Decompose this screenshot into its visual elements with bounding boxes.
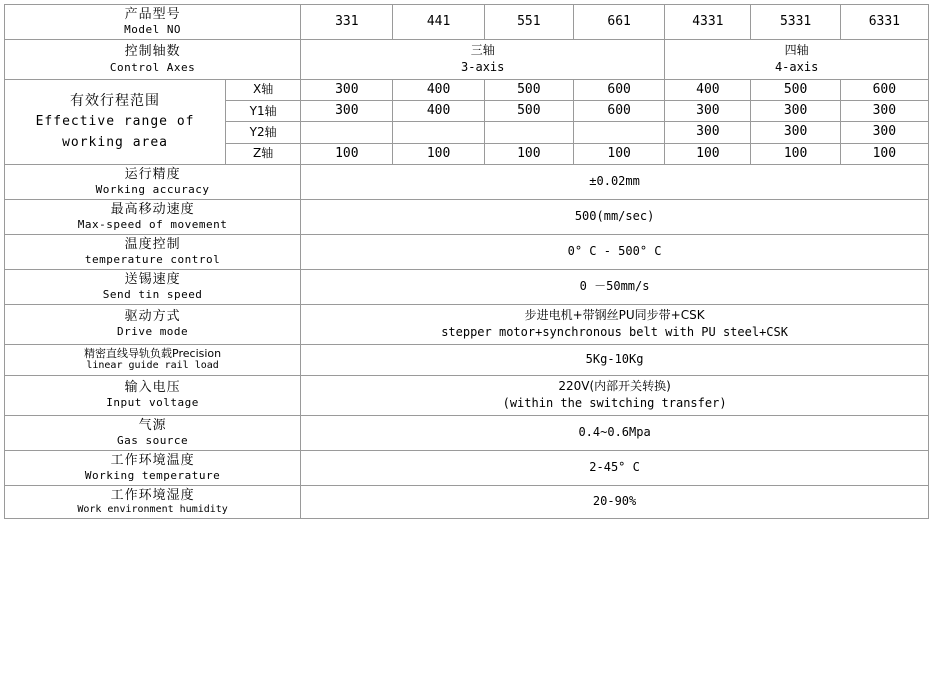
axis-label-y2: Y2轴: [226, 122, 301, 143]
row-label-send-tin-speed-cn: 送锡速度: [124, 271, 181, 287]
range-y1-441: 400: [393, 101, 484, 122]
row-label-working-temperature: [5, 450, 301, 485]
table-row-max-speed: [5, 199, 929, 234]
range-z-441: 100: [393, 143, 484, 164]
range-z-331: 100: [301, 143, 393, 164]
table-row-working-temperature: [5, 450, 929, 485]
model-cell-441: 441: [393, 5, 484, 40]
value-working-temperature-line1: 2-45° C: [589, 459, 640, 474]
value-drive-mode: [301, 304, 929, 344]
row-label-send-tin-speed-en: Send tin speed: [102, 288, 203, 302]
row-label-working-temperature-cn: 工作环境温度: [110, 452, 195, 468]
control-axes-3axis-en: 3-axis: [461, 60, 505, 75]
control-axes-4axis-cell: [665, 40, 929, 80]
range-z-4331: 100: [665, 143, 751, 164]
value-environment-humidity: [301, 485, 929, 519]
table-row-control-axes: [5, 40, 929, 80]
row-label-max-speed-cn: 最高移动速度: [110, 201, 195, 217]
row-label-temperature-control-en: temperature control: [84, 253, 221, 267]
range-y2-331: [301, 122, 393, 143]
table-row-send-tin-speed: [5, 269, 929, 304]
row-label-drive-mode: [5, 304, 301, 344]
row-label-drive-mode-cn: 驱动方式: [124, 309, 181, 325]
range-x-441: 400: [393, 79, 484, 100]
row-label-drive-mode-en: Drive mode: [116, 325, 189, 339]
value-working-accuracy-line1: ±0.02mm: [589, 174, 640, 189]
range-y2-4331: 300: [665, 122, 751, 143]
value-max-speed: [301, 199, 929, 234]
value-guide-rail-load-line1: 5Kg-10Kg: [585, 351, 644, 366]
range-z-6331: 100: [840, 143, 928, 164]
value-working-accuracy: [301, 164, 929, 199]
specifications-table: [4, 4, 929, 519]
control-axes-3axis-cell: [301, 40, 665, 80]
range-y2-5331: 300: [751, 122, 840, 143]
value-guide-rail-load: [301, 344, 929, 375]
range-x-5331: 500: [751, 79, 840, 100]
control-axes-4axis-cn: 四轴: [784, 43, 809, 57]
row-label-temperature-control-cn: 温度控制: [124, 236, 181, 252]
control-axes-4axis-en: 4-axis: [774, 60, 819, 75]
value-working-temperature: [301, 450, 929, 485]
range-y1-661: 600: [573, 101, 664, 122]
row-label-max-speed: [5, 199, 301, 234]
value-environment-humidity-line1: 20-90%: [592, 494, 637, 509]
table-row-input-voltage: [5, 375, 929, 415]
row-label-working-accuracy-cn: 运行精度: [124, 166, 181, 182]
range-x-331: 300: [301, 79, 393, 100]
row-label-model-cn: 产品型号: [124, 7, 181, 22]
model-cell-6331: 6331: [840, 5, 928, 40]
axis-label-z: Z轴: [226, 143, 301, 164]
range-y1-4331: 300: [665, 101, 751, 122]
row-label-input-voltage-en: Input voltage: [106, 396, 199, 410]
range-y1-331: 300: [301, 101, 393, 122]
row-label-temperature-control: [5, 234, 301, 269]
range-x-4331: 400: [665, 79, 751, 100]
row-label-working-accuracy-en: Working accuracy: [95, 183, 210, 197]
row-label-control-axes-cn: 控制轴数: [124, 44, 181, 60]
table-row-temperature-control: [5, 234, 929, 269]
value-max-speed-line1: 500(mm/sec): [574, 209, 655, 224]
row-label-effective-range-en2: working area: [62, 134, 168, 150]
range-y2-551: [484, 122, 573, 143]
value-send-tin-speed-line1: 0 －50mm/s: [579, 279, 650, 294]
row-label-gas-source: [5, 415, 301, 450]
value-gas-source-line1: 0.4~0.6Mpa: [578, 424, 651, 439]
row-label-gas-source-cn: 气源: [138, 417, 167, 433]
range-y1-5331: 300: [751, 101, 840, 122]
range-y1-551: 500: [484, 101, 573, 122]
table-row-environment-humidity: [5, 485, 929, 519]
row-label-model: [5, 5, 301, 40]
row-label-effective-range: [5, 79, 226, 164]
row-label-control-axes-en: Control Axes: [109, 60, 196, 74]
axis-label-y1: Y1轴: [226, 101, 301, 122]
model-cell-331: 331: [301, 5, 393, 40]
row-label-guide-rail-load: [5, 344, 301, 375]
model-cell-5331: 5331: [751, 5, 840, 40]
model-cell-661: 661: [573, 5, 664, 40]
row-label-send-tin-speed: [5, 269, 301, 304]
row-label-effective-range-en1: Effective range of: [35, 114, 195, 130]
range-y2-6331: 300: [840, 122, 928, 143]
range-x-551: 500: [484, 79, 573, 100]
row-label-environment-humidity-cn: 工作环境湿度: [110, 487, 195, 503]
row-label-max-speed-en: Max-speed of movement: [77, 218, 228, 232]
axis-label-x: X轴: [226, 79, 301, 100]
value-drive-mode-line2: stepper motor+synchronous belt with PU steel+CSK: [441, 325, 788, 340]
row-label-guide-rail-load-cn: 精密直线导轨负载Precision: [84, 346, 222, 360]
row-label-environment-humidity: [5, 485, 301, 519]
range-x-6331: 600: [840, 79, 928, 100]
range-z-5331: 100: [751, 143, 840, 164]
control-axes-3axis-cn: 三轴: [470, 43, 495, 57]
row-label-input-voltage-cn: 输入电压: [124, 380, 181, 396]
value-temperature-control: [301, 234, 929, 269]
row-label-working-temperature-en: Working temperature: [84, 468, 221, 482]
range-y1-6331: 300: [840, 101, 928, 122]
range-x-661: 600: [573, 79, 664, 100]
row-label-effective-range-cn: 有效行程范围: [70, 92, 161, 109]
range-y2-661: [573, 122, 664, 143]
table-row-range-x: [5, 79, 929, 100]
row-label-model-en: Model NO: [124, 23, 182, 37]
table-row-model: [5, 5, 929, 40]
value-send-tin-speed: [301, 269, 929, 304]
table-row-working-accuracy: [5, 164, 929, 199]
value-drive-mode-line1: 步进电机+带钢丝PU同步带+CSK: [524, 307, 705, 322]
value-gas-source: [301, 415, 929, 450]
value-input-voltage: [301, 375, 929, 415]
model-cell-4331: 4331: [665, 5, 751, 40]
table-row-gas-source: [5, 415, 929, 450]
range-y2-441: [393, 122, 484, 143]
model-cell-551: 551: [484, 5, 573, 40]
value-temperature-control-line1: 0° C - 500° C: [567, 244, 662, 259]
value-input-voltage-line1: 220V(内部开关转换): [558, 378, 671, 393]
value-input-voltage-line2: (within the switching transfer): [502, 396, 727, 411]
range-z-551: 100: [484, 143, 573, 164]
row-label-control-axes: [5, 40, 301, 80]
row-label-guide-rail-load-en: linear guide rail load: [86, 360, 219, 372]
row-label-environment-humidity-en: Work environment humidity: [77, 503, 228, 515]
row-label-working-accuracy: [5, 164, 301, 199]
row-label-input-voltage: [5, 375, 301, 415]
range-z-661: 100: [573, 143, 664, 164]
table-row-guide-rail-load: [5, 344, 929, 375]
row-label-gas-source-en: Gas source: [116, 433, 189, 447]
table-row-drive-mode: [5, 304, 929, 344]
